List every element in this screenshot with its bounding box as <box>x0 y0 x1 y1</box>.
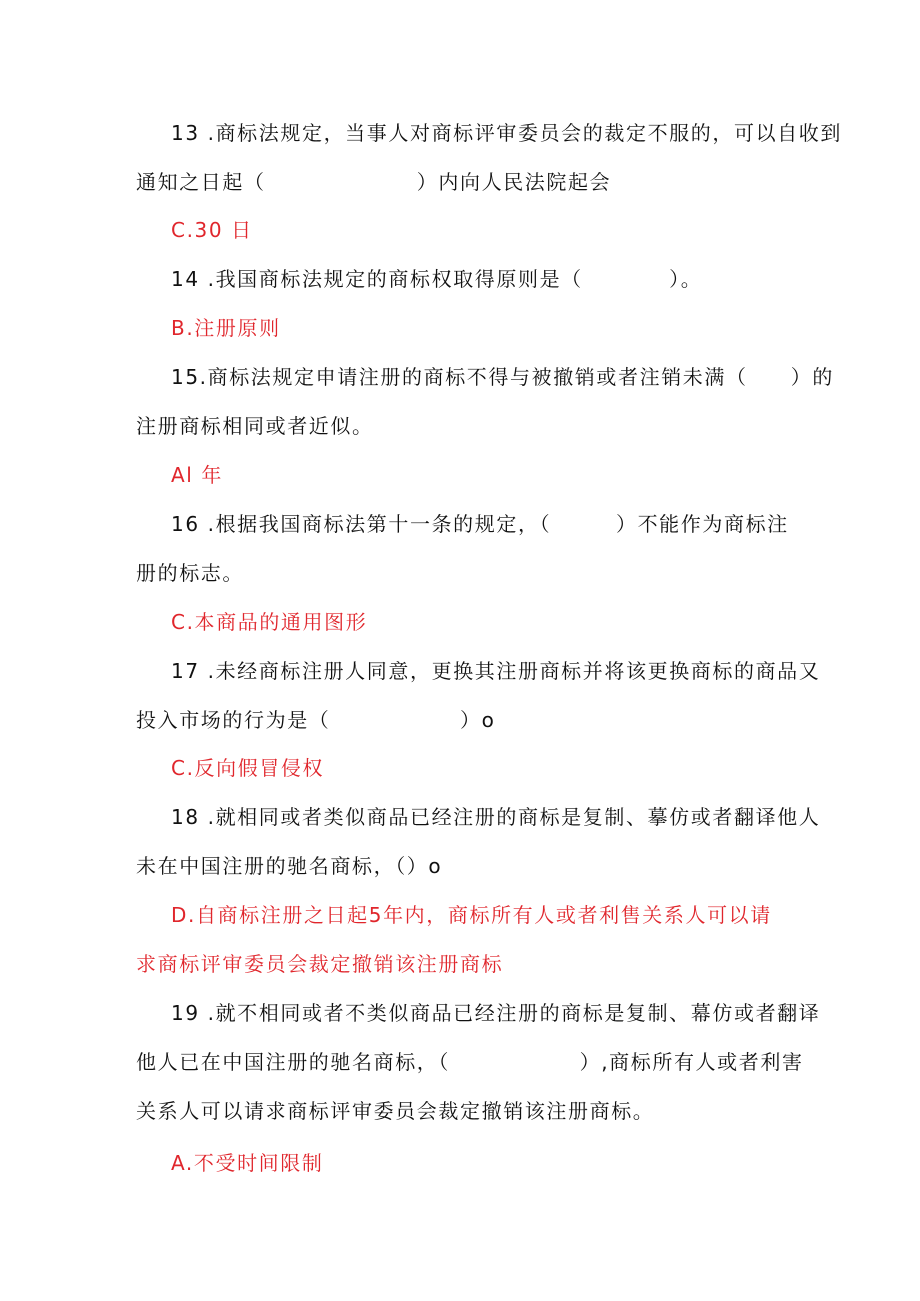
question-14-text: 14 .我国商标法规定的商标权取得原则是（ ）。 <box>171 267 703 291</box>
question-16-text-continued: 册的标志。 <box>136 561 244 585</box>
question-16-text: 16 .根据我国商标法第十一条的规定，（ ）不能作为商标注 <box>171 512 789 536</box>
question-17-text-continued: 投入市场的行为是（ ）o <box>136 708 496 732</box>
answer-17: C.反向假冒侵权 <box>171 756 325 780</box>
answer-16: C.本商品的通用图形 <box>171 610 368 634</box>
question-15-text-continued: 注册商标相同或者近似。 <box>136 414 374 438</box>
answer-18-continued: 求商标评审委员会裁定撤销该注册商标 <box>136 952 504 976</box>
question-13-text-continued: 通知之日起（ ）内向人民法院起会 <box>136 170 612 194</box>
answer-19: A.不受时间限制 <box>171 1151 324 1175</box>
answer-18: D.自商标注册之日起5年内，商标所有人或者利售关系人可以请 <box>171 903 772 927</box>
question-18-text-continued: 未在中国注册的驰名商标，（）o <box>136 854 443 878</box>
question-19-text-continued: 他人已在中国注册的驰名商标，（ ）,商标所有人或者利害 <box>136 1050 804 1074</box>
question-15-text: 15.商标法规定申请注册的商标不得与被撤销或者注销未满（ ）的 <box>171 365 835 389</box>
question-18-text: 18 .就相同或者类似商品已经注册的商标是复制、摹仿或者翻译他人 <box>171 805 821 829</box>
answer-15: Al 年 <box>171 463 223 487</box>
answer-13: C.30 日 <box>171 218 253 242</box>
question-13-text: 13 .商标法规定，当事人对商标评审委员会的裁定不服的，可以自收到 <box>171 121 842 145</box>
question-19-text-end: 关系人可以请求商标评审委员会裁定撤销该注册商标。 <box>136 1099 655 1123</box>
answer-14: B.注册原则 <box>171 316 281 340</box>
question-19-text: 19 .就不相同或者不类似商品已经注册的商标是复制、幕仿或者翻译 <box>171 1001 821 1025</box>
question-17-text: 17 .未经商标注册人同意，更换其注册商标并将该更换商标的商品又 <box>171 659 821 683</box>
